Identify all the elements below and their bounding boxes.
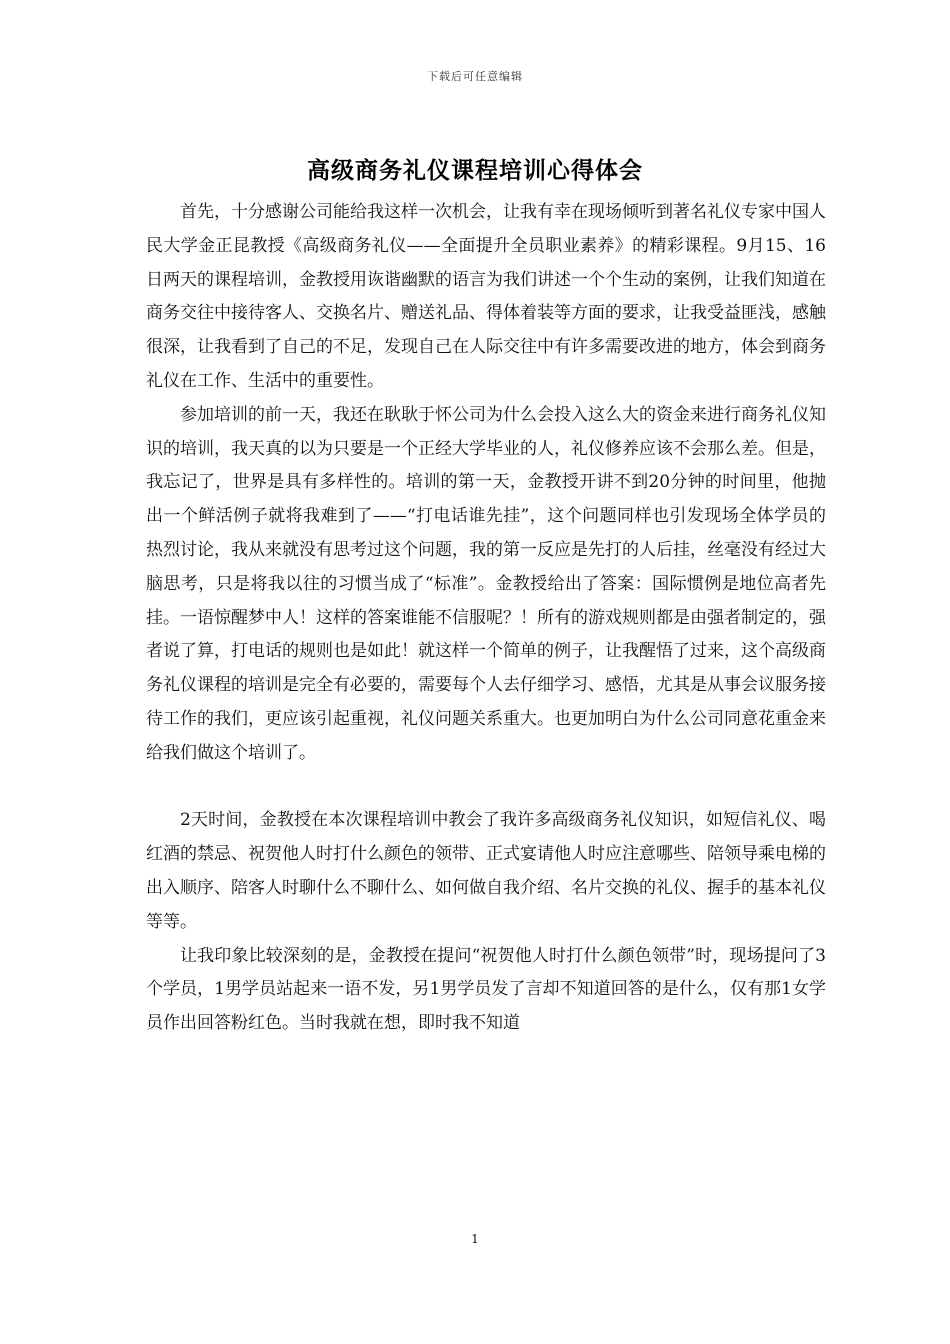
paragraph-4: 让我印象比较深刻的是，金教授在提问“祝贺他人时打什么颜色领带”时，现场提问了3个学员，1男学员站起来一语不发，另1男学员发了言却不知道回答的是什么，仅有那1女学员作出回答粉红色。当时我就在想，即时我不知道 [146, 945, 826, 1034]
document-body [146, 196, 826, 1041]
paragraph-1: 首先，十分感谢公司能给我这样一次机会，让我有幸在现场倾听到著名礼仪专家中国人民大学金正昆教授《高级商务礼仪——全面提升全员职业素养》的精彩课程。9月15、16日两天的课程培训，金教授用诙谐幽默的语言为我们讲述一个个生动的案例，让我们知道在商务交往中接待客人、交换名片、赠送礼品、得体着装等方面的要求，让我受益匪浅，感触很深，让我看到了自己的不足，发现自己在人际交往中有许多需要改进的地方，体会到商务礼仪在工作、生活中的重要性。 [146, 202, 826, 391]
paragraph-spacer [146, 771, 826, 805]
paragraph-3: 2天时间，金教授在本次课程培训中教会了我许多高级商务礼仪知识，如短信礼仪、喝红酒的禁忌、祝贺他人时打什么颜色的领带、正式宴请他人时应注意哪些、陪领导乘电梯的出入顺序、陪客人时聊什么不聊什么、如何做自我介绍、名片交换的礼仪、握手的基本礼仪等等。 [146, 810, 826, 932]
header-note: 下载后可任意编辑 [427, 70, 523, 83]
document-title: 高级商务礼仪课程培训心得体会 [307, 157, 643, 184]
paragraph-2: 参加培训的前一天，我还在耿耿于怀公司为什么会投入这么大的资金来进行商务礼仪知识的培训，我天真的以为只要是一个正经大学毕业的人，礼仪修养应该不会那么差。但是，我忘记了，世界是具有多样性的。培训的第一天，金教授开讲不到20分钟的时间里，他抛出一个鲜活例子就将我难到了——“打电话谁先挂”，这个问题同样也引发现场全体学员的热烈讨论，我从来就没有思考过这个问题，我的第一反应是先打的人后挂，丝毫没有经过大脑思考，只是将我以往的习惯当成了“标准”。金教授给出了答案：国际惯例是地位高者先挂。一语惊醒梦中人！这样的答案谁能不信服呢？！所有的游戏规则都是由强者制定的，强者说了算，打电话的规则也是如此！就这样一个简单的例子，让我醒悟了过来，这个高级商务礼仪课程的培训是完全有必要的，需要每个人去仔细学习、感悟，尤其是从事会议服务接待工作的我们，更应该引起重视，礼仪问题关系重大。也更加明白为什么公司同意花重金来给我们做这个培训了。 [146, 404, 826, 763]
page-number: 1 [471, 1232, 479, 1246]
